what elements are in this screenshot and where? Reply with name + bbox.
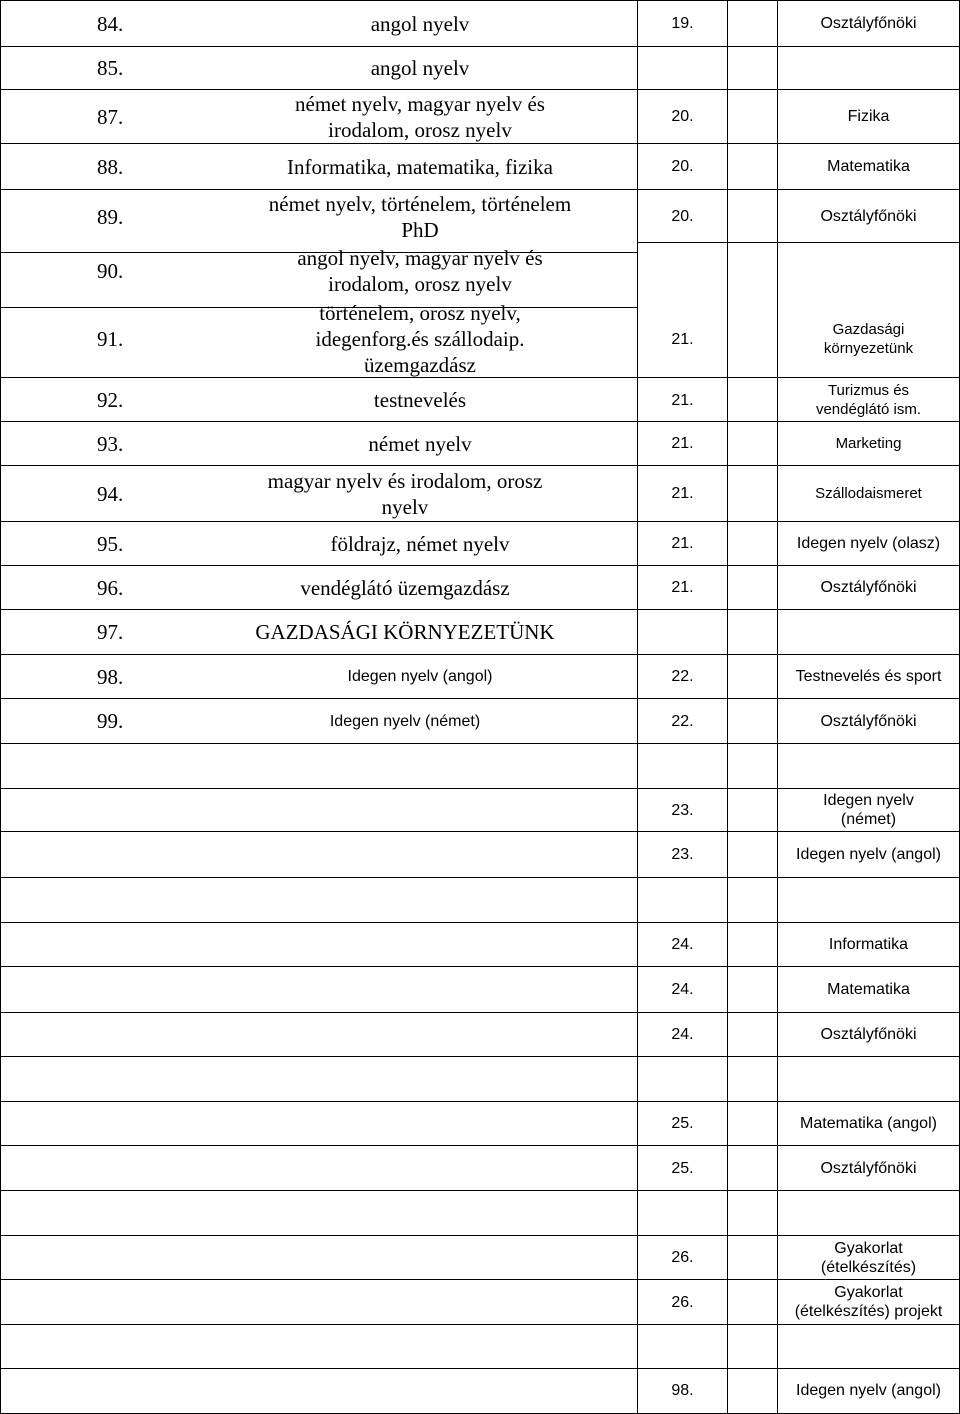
subject-cell: Marketing bbox=[835, 435, 902, 452]
row-number: 96. bbox=[97, 575, 124, 600]
class-number: 26. bbox=[671, 1293, 694, 1311]
class-number: 21. bbox=[671, 535, 694, 552]
class-number: 23. bbox=[671, 801, 694, 819]
subject-cell: Matematika bbox=[827, 981, 910, 998]
class-number: 20. bbox=[671, 158, 694, 175]
class-number: 19. bbox=[671, 15, 694, 32]
row-number: 95. bbox=[97, 531, 124, 556]
subject-cell: Osztályfőnöki bbox=[820, 15, 917, 32]
subject-cell: angol nyelv, magyar nyelv és irodalom, orosz nyelv bbox=[297, 245, 543, 296]
class-number: 21. bbox=[671, 485, 694, 502]
subject-cell: Osztályfőnöki bbox=[820, 1159, 917, 1177]
row-number: 87. bbox=[97, 104, 124, 129]
subject-cell: GAZDASÁGI KÖRNYEZETÜNK bbox=[255, 620, 555, 644]
row-number: 84. bbox=[97, 11, 124, 36]
subject-cell: vendéglátó üzemgazdász bbox=[300, 575, 510, 600]
class-number: 22. bbox=[671, 668, 694, 685]
subject-cell: testnevelés bbox=[373, 388, 467, 412]
subject-cell: Fizika bbox=[847, 108, 890, 125]
subject-cell: német nyelv, magyar nyelv és irodalom, orosz nyelv bbox=[295, 91, 545, 142]
row-number: 85. bbox=[97, 56, 124, 80]
row-number: 91. bbox=[97, 327, 124, 351]
row-number: 97. bbox=[97, 620, 124, 644]
row-number: 90. bbox=[97, 258, 124, 283]
row-number: 93. bbox=[97, 431, 124, 456]
subject-cell: Gazdasági környezetünk bbox=[823, 321, 914, 357]
class-number: 24. bbox=[671, 936, 694, 953]
row-number: 92. bbox=[97, 388, 124, 412]
row-number: 89. bbox=[97, 204, 124, 229]
subject-cell: Szállodaismeret bbox=[815, 485, 922, 502]
row-number bbox=[0, 0, 95, 47]
subject-cell: Idegen nyelv (olasz) bbox=[796, 535, 941, 552]
class-number: 20. bbox=[671, 108, 694, 125]
row-number: 88. bbox=[97, 154, 124, 179]
subject-cell: Osztályfőnöki bbox=[820, 1026, 917, 1043]
class-number: 25. bbox=[671, 1159, 694, 1177]
row-number: 94. bbox=[97, 481, 124, 506]
class-number: 25. bbox=[671, 1115, 694, 1132]
subject-cell: történelem, orosz nyelv, idegenforg.és szállodaip. üzemgazdász bbox=[315, 301, 525, 377]
subject-cell: földrajz, német nyelv bbox=[330, 531, 510, 556]
class-number: 21. bbox=[671, 435, 694, 452]
subject-cell: német nyelv bbox=[368, 431, 472, 456]
subject-cell: angol nyelv bbox=[370, 56, 470, 80]
class-number: 21. bbox=[671, 330, 694, 348]
row-number: 99. bbox=[97, 709, 124, 733]
class-number: 23. bbox=[671, 846, 694, 863]
subject-cell: angol nyelv bbox=[370, 11, 470, 36]
subject-cell: Turizmus és vendéglátó ism. bbox=[815, 382, 922, 418]
class-number: 26. bbox=[671, 1249, 694, 1266]
subject-cell: Osztályfőnöki bbox=[820, 207, 917, 225]
row-number: 98. bbox=[97, 664, 124, 689]
class-number: 20. bbox=[671, 207, 694, 225]
class-number: 21. bbox=[671, 391, 694, 409]
subject-cell: német nyelv, történelem, történelem PhD bbox=[268, 191, 572, 242]
subject-cell: Idegen nyelv (angol) bbox=[347, 668, 493, 685]
subject-cell: Gyakorlat (ételkészítés) bbox=[820, 1239, 917, 1276]
subject-cell: Osztályfőnöki bbox=[820, 579, 917, 596]
subject-cell: Idegen nyelv (német) bbox=[823, 792, 914, 828]
subject-cell: Informatika, matematika, fizika bbox=[287, 154, 553, 179]
class-number: 22. bbox=[671, 712, 694, 730]
subject-cell: Gyakorlat (ételkészítés) projekt bbox=[794, 1284, 943, 1320]
subject-cell: Matematika (angol) bbox=[800, 1115, 937, 1132]
subject-cell: Idegen nyelv (angol) bbox=[796, 1382, 941, 1399]
subject-cell: Testnevelés és sport bbox=[795, 668, 942, 685]
subject-cell: Informatika bbox=[828, 936, 909, 953]
class-number: 24. bbox=[671, 981, 694, 998]
subject-cell: Idegen nyelv (angol) bbox=[796, 846, 941, 863]
class-number: 21. bbox=[671, 579, 694, 596]
subject-cell: Matematika bbox=[827, 158, 910, 175]
class-number: 98. bbox=[671, 1382, 694, 1399]
class-number: 24. bbox=[671, 1026, 694, 1043]
subject-cell: Idegen nyelv (német) bbox=[329, 712, 481, 730]
subject-cell: Osztályfőnöki bbox=[820, 712, 917, 730]
subject-cell: magyar nyelv és irodalom, orosz nyelv bbox=[267, 468, 543, 519]
